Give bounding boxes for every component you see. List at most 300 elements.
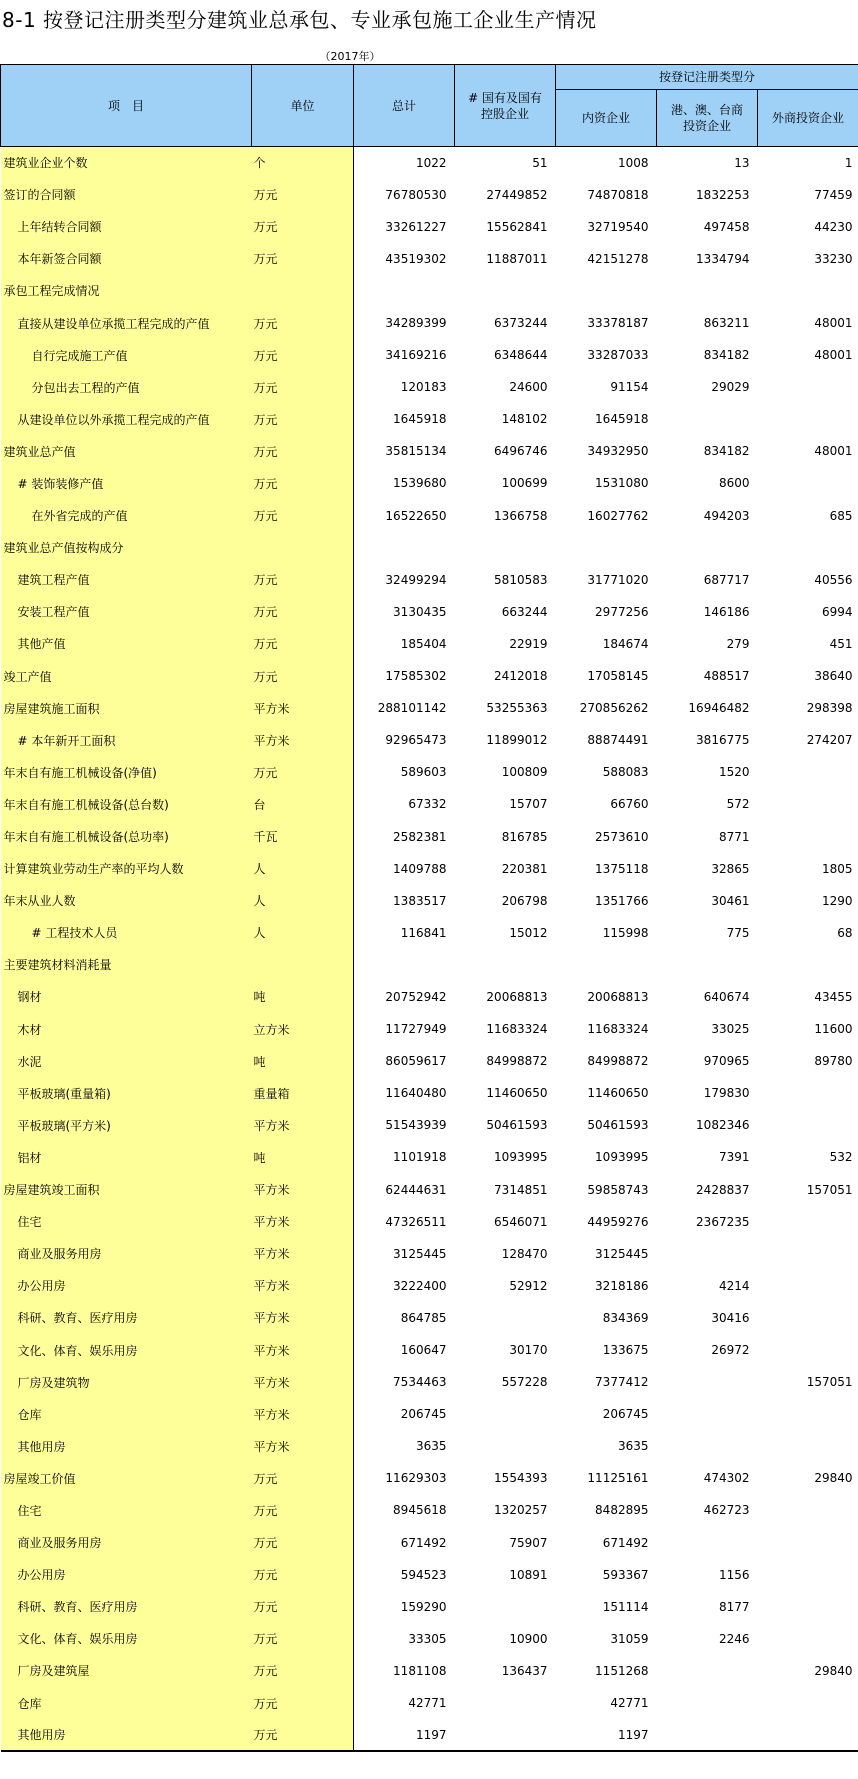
cell-foreign: 451 bbox=[829, 636, 853, 651]
cell-domestic: 33287033 bbox=[587, 348, 649, 363]
cell-domestic: 88874491 bbox=[587, 733, 649, 748]
cell-foreign bbox=[758, 1398, 858, 1430]
cell-state: 10891 bbox=[509, 1567, 548, 1582]
cell-total: 3130435 bbox=[393, 604, 447, 619]
cell-hkmt bbox=[657, 1687, 758, 1719]
cell-foreign: 1290 bbox=[821, 893, 853, 908]
cell-hkmt: 146186 bbox=[703, 604, 750, 619]
cell-foreign: 29840 bbox=[814, 1663, 853, 1678]
cell-foreign bbox=[758, 1077, 858, 1109]
row-unit: 万元 bbox=[252, 596, 354, 628]
cell-foreign: 44230 bbox=[814, 219, 853, 234]
row-item-label: 从建设单位以外承揽工程完成的产值 bbox=[1, 403, 252, 435]
row-unit: 万元 bbox=[252, 179, 354, 211]
cell-state: 50461593 bbox=[486, 1118, 548, 1133]
cell-state: 53255363 bbox=[486, 701, 548, 716]
cell-total: 3125445 bbox=[393, 1246, 447, 1261]
cell-hkmt: 462723 bbox=[703, 1503, 750, 1518]
statistics-table bbox=[0, 64, 858, 1752]
row-item-label: 厂房及建筑物 bbox=[1, 1366, 252, 1398]
row-unit: 万元 bbox=[252, 435, 354, 467]
row-item-label: 建筑业总产值 bbox=[1, 435, 252, 467]
table-row bbox=[1, 211, 858, 243]
cell-state bbox=[455, 275, 556, 307]
table-header bbox=[1, 65, 858, 147]
table-row bbox=[1, 1238, 858, 1270]
cell-hkmt: 13 bbox=[734, 155, 750, 170]
cell-total: 42771 bbox=[408, 1696, 447, 1711]
table-row bbox=[1, 564, 858, 596]
cell-hkmt: 1832253 bbox=[696, 187, 750, 202]
row-item-label: 年末自有施工机械设备(总台数) bbox=[1, 788, 252, 820]
row-unit: 万元 bbox=[252, 1655, 354, 1687]
cell-hkmt bbox=[657, 275, 758, 307]
row-item-label: 在外省完成的产值 bbox=[1, 500, 252, 532]
cell-hkmt bbox=[657, 949, 758, 981]
cell-total bbox=[354, 532, 455, 564]
cell-total: 1101918 bbox=[393, 1150, 447, 1165]
row-item-label: 年末自有施工机械设备(总功率) bbox=[1, 820, 252, 852]
table-row bbox=[1, 949, 858, 981]
cell-hkmt: 1334794 bbox=[696, 251, 750, 266]
cell-foreign bbox=[758, 1334, 858, 1366]
cell-state: 136437 bbox=[501, 1663, 548, 1678]
cell-domestic: 11125161 bbox=[587, 1471, 649, 1486]
cell-foreign bbox=[758, 532, 858, 564]
header-foreign: 外商投资企业 bbox=[758, 90, 858, 147]
row-item-label: 钢材 bbox=[1, 981, 252, 1013]
table-row bbox=[1, 532, 858, 564]
cell-domestic: 671492 bbox=[602, 1535, 649, 1550]
cell-foreign: 532 bbox=[829, 1150, 853, 1165]
cell-state: 2412018 bbox=[494, 669, 548, 684]
year-label: （2017年） bbox=[319, 50, 381, 63]
cell-foreign bbox=[758, 1687, 858, 1719]
table-row bbox=[1, 339, 858, 371]
cell-foreign bbox=[758, 1430, 858, 1462]
cell-hkmt: 497458 bbox=[703, 219, 750, 234]
cell-total: 11629303 bbox=[385, 1471, 447, 1486]
row-item-label: 分包出去工程的产值 bbox=[1, 371, 252, 403]
cell-domestic: 7377412 bbox=[595, 1375, 649, 1390]
cell-foreign: 1 bbox=[844, 155, 853, 170]
cell-domestic: 270856262 bbox=[579, 701, 649, 716]
row-unit: 万元 bbox=[252, 756, 354, 788]
row-item-label: 竣工产值 bbox=[1, 660, 252, 692]
header-state-line1: # 国有及国有 bbox=[468, 90, 542, 105]
cell-foreign: 77459 bbox=[814, 187, 853, 202]
row-unit: 平方米 bbox=[252, 1109, 354, 1141]
cell-foreign bbox=[758, 1494, 858, 1526]
cell-state: 100809 bbox=[501, 765, 548, 780]
row-unit: 万元 bbox=[252, 1559, 354, 1591]
cell-foreign bbox=[758, 275, 858, 307]
cell-hkmt: 33025 bbox=[711, 1022, 750, 1037]
cell-domestic: 588083 bbox=[602, 765, 649, 780]
header-hkmt-line2: 投资企业 bbox=[682, 119, 731, 133]
row-unit: 平方米 bbox=[252, 1398, 354, 1430]
table-row bbox=[1, 1141, 858, 1173]
cell-hkmt: 834182 bbox=[703, 444, 750, 459]
cell-total: 16522650 bbox=[385, 508, 447, 523]
table-row bbox=[1, 885, 858, 917]
row-unit: 万元 bbox=[252, 1623, 354, 1655]
row-item-label: # 工程技术人员 bbox=[1, 917, 252, 949]
cell-domestic: 593367 bbox=[602, 1567, 649, 1582]
row-item-label: 水泥 bbox=[1, 1045, 252, 1077]
row-unit bbox=[252, 532, 354, 564]
table-row bbox=[1, 1398, 858, 1430]
cell-total: 1645918 bbox=[393, 412, 447, 427]
cell-foreign: 157051 bbox=[806, 1375, 853, 1390]
table-row bbox=[1, 1270, 858, 1302]
row-item-label: # 装饰装修产值 bbox=[1, 467, 252, 499]
cell-state bbox=[455, 1719, 556, 1751]
row-item-label: 安装工程产值 bbox=[1, 596, 252, 628]
cell-hkmt: 179830 bbox=[703, 1086, 750, 1101]
cell-domestic: 32719540 bbox=[587, 219, 649, 234]
row-item-label: 房屋建筑竣工面积 bbox=[1, 1174, 252, 1206]
cell-foreign bbox=[758, 788, 858, 820]
cell-total: 11640480 bbox=[385, 1086, 447, 1101]
cell-domestic: 834369 bbox=[602, 1310, 649, 1325]
cell-total: 76780530 bbox=[385, 187, 447, 202]
row-item-label: # 本年新开工面积 bbox=[1, 724, 252, 756]
cell-total: 1197 bbox=[354, 1719, 455, 1751]
cell-state: 5810583 bbox=[494, 572, 548, 587]
row-item-label: 建筑业总产值按构成分 bbox=[1, 532, 252, 564]
table-row bbox=[1, 1013, 858, 1045]
cell-total: 35815134 bbox=[385, 444, 447, 459]
cell-hkmt: 8600 bbox=[718, 476, 750, 491]
row-unit: 人 bbox=[252, 917, 354, 949]
row-item-label: 计算建筑业劳动生产率的平均人数 bbox=[1, 853, 252, 885]
cell-hkmt: 1156 bbox=[718, 1567, 750, 1582]
cell-state: 75907 bbox=[509, 1535, 548, 1550]
cell-state: 220381 bbox=[501, 861, 548, 876]
cell-hkmt: 2367235 bbox=[696, 1214, 750, 1229]
table-row bbox=[1, 1109, 858, 1141]
table-row bbox=[1, 1527, 858, 1559]
cell-total: 160647 bbox=[400, 1343, 447, 1358]
row-unit: 万元 bbox=[252, 339, 354, 371]
cell-foreign: 11600 bbox=[814, 1022, 853, 1037]
cell-total: 43519302 bbox=[385, 251, 447, 266]
cell-domestic: 74870818 bbox=[587, 187, 649, 202]
cell-state: 1366758 bbox=[494, 508, 548, 523]
cell-state: 1320257 bbox=[494, 1503, 548, 1518]
cell-state: 557228 bbox=[501, 1375, 548, 1390]
row-unit: 平方米 bbox=[252, 1270, 354, 1302]
cell-total: 33261227 bbox=[385, 219, 447, 234]
cell-domestic: 2977256 bbox=[595, 604, 649, 619]
table-row bbox=[1, 1687, 858, 1719]
cell-hkmt bbox=[657, 1719, 758, 1751]
cell-state: 11887011 bbox=[486, 251, 548, 266]
row-unit: 人 bbox=[252, 853, 354, 885]
cell-total: 1383517 bbox=[393, 893, 447, 908]
cell-domestic: 31059 bbox=[610, 1631, 649, 1646]
table-row bbox=[1, 1366, 858, 1398]
row-unit bbox=[252, 949, 354, 981]
table-row bbox=[1, 307, 858, 339]
cell-foreign: 6994 bbox=[821, 604, 853, 619]
cell-domestic: 206745 bbox=[602, 1407, 649, 1422]
row-item-label: 其他产值 bbox=[1, 628, 252, 660]
table-row bbox=[1, 1077, 858, 1109]
row-item-label: 年末自有施工机械设备(净值) bbox=[1, 756, 252, 788]
table-row bbox=[1, 1559, 858, 1591]
table-row bbox=[1, 1719, 858, 1751]
cell-domestic: 33378187 bbox=[587, 316, 649, 331]
row-unit: 万元 bbox=[252, 467, 354, 499]
row-item-label: 签订的合同额 bbox=[1, 179, 252, 211]
table-row bbox=[1, 628, 858, 660]
table-row bbox=[1, 1655, 858, 1687]
cell-hkmt: 640674 bbox=[703, 989, 750, 1004]
cell-foreign bbox=[758, 1302, 858, 1334]
row-item-label: 其他用房 bbox=[1, 1430, 252, 1462]
cell-domestic: 84998872 bbox=[587, 1054, 649, 1069]
row-unit: 万元 bbox=[252, 1494, 354, 1526]
cell-hkmt: 30416 bbox=[711, 1310, 750, 1325]
cell-domestic: 91154 bbox=[610, 380, 649, 395]
cell-hkmt: 279 bbox=[726, 636, 750, 651]
table-row bbox=[1, 981, 858, 1013]
table-row bbox=[1, 1334, 858, 1366]
row-unit: 万元 bbox=[252, 660, 354, 692]
header-domestic: 内资企业 bbox=[556, 90, 657, 147]
table-row bbox=[1, 435, 858, 467]
row-unit: 万元 bbox=[252, 1591, 354, 1623]
cell-total: 1181108 bbox=[393, 1663, 447, 1678]
cell-foreign: 685 bbox=[829, 508, 853, 523]
cell-domestic bbox=[556, 275, 657, 307]
cell-state bbox=[455, 1302, 556, 1334]
cell-foreign: 48001 bbox=[814, 444, 853, 459]
cell-total: 67332 bbox=[408, 797, 447, 812]
cell-foreign: 38640 bbox=[814, 669, 853, 684]
cell-domestic: 31771020 bbox=[587, 572, 649, 587]
table-row bbox=[1, 1174, 858, 1206]
cell-hkmt bbox=[657, 1366, 758, 1398]
row-unit: 万元 bbox=[252, 1719, 354, 1751]
cell-state bbox=[455, 1591, 556, 1623]
cell-domestic: 34932950 bbox=[587, 444, 649, 459]
row-unit: 平方米 bbox=[252, 1334, 354, 1366]
row-unit: 万元 bbox=[252, 1687, 354, 1719]
table-row bbox=[1, 853, 858, 885]
cell-total: 62444631 bbox=[385, 1182, 447, 1197]
row-item-label: 上年结转合同额 bbox=[1, 211, 252, 243]
cell-hkmt bbox=[657, 532, 758, 564]
cell-domestic: 184674 bbox=[602, 636, 649, 651]
cell-domestic: 1531080 bbox=[595, 476, 649, 491]
cell-domestic: 17058145 bbox=[587, 669, 649, 684]
row-unit: 万元 bbox=[252, 371, 354, 403]
row-item-label: 文化、体育、娱乐用房 bbox=[1, 1334, 252, 1366]
row-item-label: 木材 bbox=[1, 1013, 252, 1045]
cell-total: 3222400 bbox=[393, 1278, 447, 1293]
row-unit bbox=[252, 275, 354, 307]
cell-state: 30170 bbox=[509, 1343, 548, 1358]
cell-total: 206745 bbox=[400, 1407, 447, 1422]
cell-foreign bbox=[758, 1559, 858, 1591]
table-row bbox=[1, 1623, 858, 1655]
cell-total: 7534463 bbox=[393, 1375, 447, 1390]
cell-state: 663244 bbox=[501, 604, 548, 619]
table-row bbox=[1, 1462, 858, 1494]
table-body bbox=[1, 147, 858, 1752]
cell-foreign: 48001 bbox=[814, 348, 853, 363]
row-item-label: 商业及服务用房 bbox=[1, 1527, 252, 1559]
cell-domestic: 2573610 bbox=[595, 829, 649, 844]
table-row bbox=[1, 371, 858, 403]
row-unit: 立方米 bbox=[252, 1013, 354, 1045]
table-row bbox=[1, 179, 858, 211]
cell-foreign bbox=[758, 1527, 858, 1559]
cell-hkmt bbox=[657, 1398, 758, 1430]
cell-hkmt: 775 bbox=[726, 925, 750, 940]
table-row bbox=[1, 660, 858, 692]
row-unit: 万元 bbox=[252, 307, 354, 339]
cell-domestic: 42151278 bbox=[587, 251, 649, 266]
cell-foreign bbox=[758, 1206, 858, 1238]
cell-foreign bbox=[758, 1270, 858, 1302]
cell-state: 148102 bbox=[501, 412, 548, 427]
cell-foreign: 1805 bbox=[821, 861, 853, 876]
row-item-label: 铝材 bbox=[1, 1141, 252, 1173]
header-total: 总计 bbox=[354, 65, 455, 147]
cell-state: 11683324 bbox=[486, 1022, 548, 1037]
cell-domestic: 1351766 bbox=[595, 893, 649, 908]
row-item-label: 办公用房 bbox=[1, 1270, 252, 1302]
header-state-owned bbox=[455, 65, 556, 147]
row-item-label: 平板玻璃(重量箱) bbox=[1, 1077, 252, 1109]
header-state-line2: 控股企业 bbox=[480, 106, 529, 121]
cell-state: 22919 bbox=[509, 636, 548, 651]
row-item-label: 科研、教育、医疗用房 bbox=[1, 1302, 252, 1334]
cell-state: 11899012 bbox=[486, 733, 548, 748]
table-row bbox=[1, 403, 858, 435]
cell-state: 15012 bbox=[509, 925, 548, 940]
row-unit: 平方米 bbox=[252, 1206, 354, 1238]
cell-domestic: 3218186 bbox=[595, 1278, 649, 1293]
cell-foreign bbox=[758, 820, 858, 852]
row-unit: 重量箱 bbox=[252, 1077, 354, 1109]
table-row bbox=[1, 917, 858, 949]
header-hkmt-line1: 港、澳、台商 bbox=[670, 103, 743, 117]
cell-state: 20068813 bbox=[486, 989, 548, 1004]
cell-total bbox=[354, 949, 455, 981]
table-row bbox=[1, 1206, 858, 1238]
row-unit: 万元 bbox=[252, 243, 354, 275]
cell-total: 20752942 bbox=[385, 989, 447, 1004]
cell-domestic: 44959276 bbox=[587, 1214, 649, 1229]
cell-domestic: 3125445 bbox=[595, 1246, 649, 1261]
cell-domestic: 50461593 bbox=[587, 1118, 649, 1133]
cell-domestic bbox=[556, 532, 657, 564]
row-item-label: 房屋建筑施工面积 bbox=[1, 692, 252, 724]
row-item-label: 办公用房 bbox=[1, 1559, 252, 1591]
table-row bbox=[1, 1591, 858, 1623]
cell-total: 32499294 bbox=[385, 572, 447, 587]
row-unit: 吨 bbox=[252, 981, 354, 1013]
table-row bbox=[1, 596, 858, 628]
cell-domestic: 1008 bbox=[617, 155, 649, 170]
cell-total: 34169216 bbox=[385, 348, 447, 363]
cell-state: 52912 bbox=[509, 1278, 548, 1293]
cell-total: 51543939 bbox=[385, 1118, 447, 1133]
cell-foreign bbox=[758, 949, 858, 981]
cell-state: 10900 bbox=[509, 1631, 548, 1646]
cell-state: 1093995 bbox=[494, 1150, 548, 1165]
cell-domestic: 151114 bbox=[602, 1599, 649, 1614]
cell-total bbox=[354, 275, 455, 307]
cell-state bbox=[455, 1687, 556, 1719]
cell-foreign bbox=[758, 1623, 858, 1655]
cell-hkmt: 494203 bbox=[703, 508, 750, 523]
cell-hkmt: 2246 bbox=[718, 1631, 750, 1646]
row-item-label: 其他用房 bbox=[1, 1719, 252, 1751]
cell-hkmt: 834182 bbox=[703, 348, 750, 363]
cell-foreign: 40556 bbox=[814, 572, 853, 587]
cell-total: 594523 bbox=[400, 1567, 447, 1582]
row-unit: 千瓦 bbox=[252, 820, 354, 852]
row-item-label: 住宅 bbox=[1, 1494, 252, 1526]
row-unit: 万元 bbox=[252, 564, 354, 596]
cell-state bbox=[455, 1430, 556, 1462]
cell-state: 1554393 bbox=[494, 1471, 548, 1486]
cell-domestic: 1197 bbox=[556, 1719, 657, 1751]
cell-total: 11727949 bbox=[385, 1022, 447, 1037]
header-unit: 单位 bbox=[252, 65, 354, 147]
table-row bbox=[1, 467, 858, 499]
row-unit: 万元 bbox=[252, 500, 354, 532]
cell-domestic: 11460650 bbox=[587, 1086, 649, 1101]
table-row bbox=[1, 1494, 858, 1526]
cell-hkmt: 4214 bbox=[718, 1278, 750, 1293]
header-hkmt bbox=[657, 90, 758, 147]
cell-state: 6373244 bbox=[494, 316, 548, 331]
cell-domestic: 59858743 bbox=[587, 1182, 649, 1197]
row-item-label: 厂房及建筑屋 bbox=[1, 1655, 252, 1687]
row-unit: 吨 bbox=[252, 1045, 354, 1077]
table-row bbox=[1, 500, 858, 532]
cell-state bbox=[455, 1398, 556, 1430]
table-row bbox=[1, 1302, 858, 1334]
row-item-label: 房屋竣工价值 bbox=[1, 1462, 252, 1494]
cell-total: 159290 bbox=[400, 1599, 447, 1614]
row-item-label: 承包工程完成情况 bbox=[1, 275, 252, 307]
cell-foreign bbox=[758, 467, 858, 499]
row-unit: 平方米 bbox=[252, 1366, 354, 1398]
cell-hkmt: 474302 bbox=[703, 1471, 750, 1486]
cell-foreign: 157051 bbox=[806, 1182, 853, 1197]
table-row bbox=[1, 147, 858, 179]
row-unit: 平方米 bbox=[252, 1430, 354, 1462]
cell-foreign: 68 bbox=[837, 925, 853, 940]
cell-total: 33305 bbox=[408, 1631, 447, 1646]
cell-hkmt: 687717 bbox=[703, 572, 750, 587]
cell-domestic: 115998 bbox=[602, 925, 649, 940]
cell-state: 6546071 bbox=[494, 1214, 548, 1229]
cell-state: 11460650 bbox=[486, 1086, 548, 1101]
cell-hkmt: 1520 bbox=[718, 765, 750, 780]
table-row bbox=[1, 820, 858, 852]
cell-domestic: 20068813 bbox=[587, 989, 649, 1004]
cell-total: 1539680 bbox=[393, 476, 447, 491]
